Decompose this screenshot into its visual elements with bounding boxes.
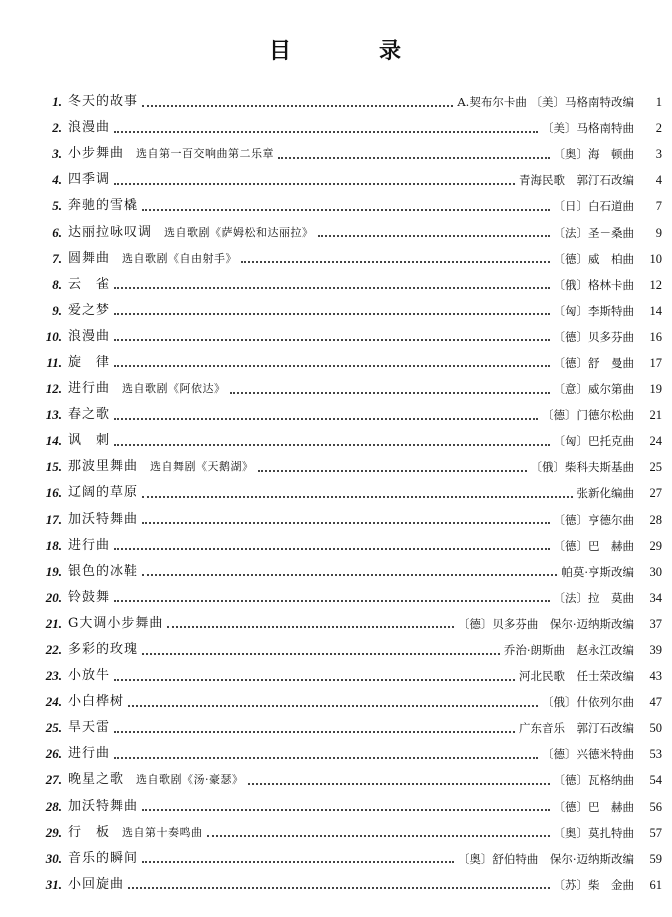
entry-title: 旱天雷 <box>68 720 111 736</box>
toc-entry[interactable] <box>34 402 662 428</box>
entry-title: 四季调 <box>68 172 111 188</box>
entry-page-number: 25 <box>649 460 662 475</box>
page-title <box>0 34 672 65</box>
toc-entry[interactable] <box>34 637 662 663</box>
entry-page-number: 16 <box>649 329 662 344</box>
entry-composer: 〔意〕威尔第曲 <box>553 382 634 397</box>
entry-number: 19. <box>45 563 62 579</box>
dot-leader <box>142 808 549 811</box>
entry-page-number: 37 <box>649 616 662 631</box>
entry-title: 冬天的故事 <box>68 94 139 110</box>
toc-entry[interactable] <box>34 611 662 637</box>
entry-subtitle: 选自歌剧《阿依达》 <box>122 382 226 396</box>
entry-title: 加沃特舞曲 <box>68 798 139 814</box>
entry-number: 22. <box>45 642 62 658</box>
entry-title: 浪漫曲 <box>68 328 111 344</box>
entry-number: 14. <box>45 433 62 449</box>
entry-title: 奔驰的雪橇 <box>68 198 139 214</box>
entry-title: 进行曲 <box>68 381 111 397</box>
entry-title: 银色的冰鞋 <box>68 563 139 579</box>
entry-composer: 〔日〕白石道曲 <box>553 199 634 214</box>
dot-leader <box>114 678 515 681</box>
entry-number: 10. <box>45 328 62 344</box>
entry-composer: 〔德〕贝多芬曲 保尔·迈纳斯改编 <box>457 616 634 631</box>
entry-composer: 〔俄〕柴科夫斯基曲 <box>530 460 634 475</box>
entry-composer: 〔法〕拉 莫曲 <box>553 590 634 605</box>
entry-page-number: 17 <box>649 355 662 370</box>
toc-entry[interactable] <box>34 246 662 272</box>
entry-title: 辽阔的草原 <box>68 485 139 501</box>
entry-number: 17. <box>45 511 62 527</box>
toc-entry[interactable] <box>34 846 662 872</box>
toc-entry[interactable] <box>34 350 662 376</box>
entry-composer: 〔奥〕海 顿曲 <box>553 147 634 162</box>
entry-title: 多彩的玫瑰 <box>68 642 139 658</box>
toc-entry[interactable] <box>34 454 662 480</box>
dot-leader <box>142 860 454 863</box>
dot-leader <box>114 286 549 289</box>
entry-number: 18. <box>45 537 62 553</box>
entry-title: 加沃特舞曲 <box>68 511 139 527</box>
entry-composer: 〔苏〕柴 金曲 <box>553 877 634 892</box>
toc-entry[interactable] <box>34 533 662 559</box>
dot-leader <box>230 391 550 394</box>
dot-leader <box>207 834 550 837</box>
entry-page-number: 2 <box>655 121 662 136</box>
entry-composer: 〔德〕亨德尔曲 <box>553 512 634 527</box>
entry-page-number: 53 <box>649 747 662 762</box>
toc-entry[interactable] <box>34 141 662 167</box>
entry-composer: 〔德〕兴德米特曲 <box>542 747 634 762</box>
entry-composer: 〔德〕威 柏曲 <box>553 251 634 266</box>
entry-page-number: 28 <box>649 512 662 527</box>
entry-title: 旋 律 <box>68 354 111 370</box>
entry-page-number: 24 <box>649 434 662 449</box>
entry-title: 小步舞曲 <box>68 146 125 162</box>
entry-number: 9. <box>52 302 62 318</box>
entry-number: 20. <box>45 589 62 605</box>
toc-entry[interactable] <box>34 376 662 402</box>
entry-page-number: 3 <box>655 147 662 162</box>
entry-page-number: 43 <box>649 669 662 684</box>
entry-number: 29. <box>45 824 62 840</box>
entry-composer: 〔俄〕格林卡曲 <box>553 277 634 292</box>
entry-number: 8. <box>52 276 62 292</box>
entry-number: 27. <box>45 772 62 788</box>
toc-entry[interactable] <box>34 272 662 298</box>
entry-title: 行 板 <box>68 824 111 840</box>
dot-leader <box>114 730 515 733</box>
entry-number: 7. <box>52 250 62 266</box>
toc-entry[interactable] <box>34 115 662 141</box>
entry-page-number: 47 <box>649 695 662 710</box>
dot-leader <box>248 782 550 785</box>
entry-page-number: 1 <box>655 95 662 110</box>
dot-leader <box>142 573 557 576</box>
entry-page-number: 27 <box>649 486 662 501</box>
entry-title: 讽 刺 <box>68 433 111 449</box>
entry-page-number: 10 <box>649 251 662 266</box>
dot-leader <box>167 625 453 628</box>
dot-leader <box>278 156 549 159</box>
entry-title: 那波里舞曲 <box>68 459 139 475</box>
toc-entry[interactable] <box>34 689 662 715</box>
dot-leader <box>114 364 549 367</box>
dot-leader <box>318 234 550 237</box>
entry-title: 晚星之歌 <box>68 772 125 788</box>
entry-composer: 〔匈〕李斯特曲 <box>553 303 634 318</box>
dot-leader <box>258 469 527 472</box>
entry-title: G大调小步舞曲 <box>68 615 164 631</box>
entry-number: 13. <box>45 407 62 423</box>
entry-number: 11. <box>46 354 62 370</box>
entry-page-number: 54 <box>649 773 662 788</box>
dot-leader <box>114 417 538 420</box>
dot-leader <box>142 208 549 211</box>
dot-leader <box>142 652 500 655</box>
entry-composer: 〔德〕贝多芬曲 <box>553 329 634 344</box>
title-char-1: 目 <box>268 38 293 64</box>
entry-subtitle: 选自歌剧《自由射手》 <box>122 251 238 265</box>
entry-page-number: 21 <box>649 408 662 423</box>
dot-leader <box>114 338 549 341</box>
toc-entry[interactable] <box>34 767 662 793</box>
dot-leader <box>128 704 538 707</box>
entry-number: 24. <box>45 694 62 710</box>
entry-composer: 张新化编曲 <box>576 486 634 501</box>
entry-number: 12. <box>45 381 62 397</box>
toc-entry[interactable] <box>34 193 662 219</box>
entry-title: 浪漫曲 <box>68 120 111 136</box>
toc-entry[interactable] <box>34 167 662 193</box>
dot-leader <box>142 104 453 107</box>
entry-number: 5. <box>52 198 62 214</box>
entry-title: 春之歌 <box>68 407 111 423</box>
entry-composer: 青海民歌 郭汀石改编 <box>519 173 634 188</box>
toc-entry[interactable] <box>34 820 662 846</box>
entry-number: 25. <box>45 720 62 736</box>
title-char-2: 录 <box>379 38 404 64</box>
entry-page-number: 30 <box>649 564 662 579</box>
entry-page-number: 4 <box>655 173 662 188</box>
entry-number: 16. <box>45 485 62 501</box>
entry-title: 进行曲 <box>68 537 111 553</box>
entry-page-number: 7 <box>655 199 662 214</box>
entry-composer: 乔治·朗斯曲 赵永江改编 <box>503 643 634 658</box>
entry-composer: 〔德〕门德尔松曲 <box>542 408 634 423</box>
entry-composer: 〔法〕圣－桑曲 <box>553 225 634 240</box>
entry-page-number: 57 <box>649 825 662 840</box>
entry-page-number: 59 <box>649 851 662 866</box>
entry-page-number: 39 <box>649 643 662 658</box>
entry-title: 达丽拉咏叹调 <box>68 224 153 240</box>
entry-composer: 〔奥〕莫扎特曲 <box>553 825 634 840</box>
dot-leader <box>142 521 549 524</box>
entry-title: 爱之梦 <box>68 302 111 318</box>
entry-page-number: 56 <box>649 799 662 814</box>
entry-title: 音乐的瞬间 <box>68 850 139 866</box>
toc-entry[interactable] <box>34 741 662 767</box>
entry-page-number: 50 <box>649 721 662 736</box>
dot-leader <box>114 182 515 185</box>
entry-composer: 〔德〕巴 赫曲 <box>553 538 634 553</box>
entry-page-number: 19 <box>649 382 662 397</box>
entry-title: 小回旋曲 <box>68 876 125 892</box>
dot-leader <box>114 547 549 550</box>
toc-entry[interactable] <box>34 559 662 585</box>
toc-entry[interactable] <box>34 89 662 115</box>
toc-entry[interactable] <box>34 480 662 506</box>
entry-composer: 广东音乐 郭汀石改编 <box>519 721 634 736</box>
entry-page-number: 61 <box>649 877 662 892</box>
entry-number: 2. <box>52 120 62 136</box>
entry-title: 小白桦树 <box>68 694 125 710</box>
entry-number: 4. <box>52 172 62 188</box>
entry-composer: 〔德〕瓦格纳曲 <box>553 773 634 788</box>
entry-composer: 〔俄〕什依列尔曲 <box>542 695 634 710</box>
entry-composer: 〔德〕巴 赫曲 <box>553 799 634 814</box>
entry-number: 6. <box>52 224 62 240</box>
entry-composer: 〔匈〕巴托克曲 <box>553 434 634 449</box>
dot-leader <box>128 886 549 889</box>
toc-entry[interactable] <box>34 663 662 689</box>
entry-composer: 河北民歌 任士荣改编 <box>519 669 634 684</box>
dot-leader <box>241 260 549 263</box>
entry-number: 26. <box>45 746 62 762</box>
entry-number: 21. <box>45 615 62 631</box>
toc-entry[interactable] <box>34 507 662 533</box>
dot-leader <box>114 312 549 315</box>
entry-number: 23. <box>45 668 62 684</box>
toc-entry[interactable] <box>34 715 662 741</box>
entry-composer: A.契布尔卡曲 〔美〕马格南特改编 <box>457 95 634 110</box>
entry-subtitle: 选自第一百交响曲第二乐章 <box>136 147 275 161</box>
entry-number: 15. <box>45 459 62 475</box>
entry-page-number: 9 <box>655 225 662 240</box>
toc-entry[interactable] <box>34 794 662 820</box>
entry-composer: 帕莫·亨斯改编 <box>561 564 634 579</box>
entry-page-number: 12 <box>649 277 662 292</box>
entry-page-number: 29 <box>649 538 662 553</box>
entry-composer: 〔奥〕舒伯特曲 保尔·迈纳斯改编 <box>457 851 634 866</box>
entry-title: 铃鼓舞 <box>68 589 111 605</box>
toc-entry[interactable] <box>34 428 662 454</box>
dot-leader <box>114 130 538 133</box>
entry-page-number: 34 <box>649 590 662 605</box>
entry-subtitle: 选自歌剧《萨姆松和达丽拉》 <box>164 225 314 239</box>
dot-leader <box>114 599 549 602</box>
toc-list <box>34 89 662 898</box>
toc-entry[interactable] <box>34 324 662 350</box>
entry-number: 28. <box>45 798 62 814</box>
dot-leader <box>142 495 572 498</box>
entry-number: 1. <box>52 94 62 110</box>
entry-number: 31. <box>45 876 62 892</box>
entry-subtitle: 选自舞剧《天鹅湖》 <box>150 460 254 474</box>
entry-number: 30. <box>45 850 62 866</box>
toc-entry[interactable] <box>34 585 662 611</box>
entry-composer: 〔美〕马格南特曲 <box>542 121 634 136</box>
dot-leader <box>114 756 538 759</box>
toc-entry[interactable] <box>34 219 662 245</box>
entry-number: 3. <box>52 146 62 162</box>
entry-page-number: 14 <box>649 303 662 318</box>
entry-title: 圆舞曲 <box>68 250 111 266</box>
entry-subtitle: 选自第十奏鸣曲 <box>122 825 203 839</box>
entry-title: 小放牛 <box>68 668 111 684</box>
entry-title: 进行曲 <box>68 746 111 762</box>
entry-title: 云 雀 <box>68 276 111 292</box>
entry-subtitle: 选自歌剧《汤·豪瑟》 <box>136 773 244 787</box>
toc-entry[interactable] <box>34 872 662 898</box>
dot-leader <box>114 443 549 446</box>
entry-composer: 〔德〕舒 曼曲 <box>553 355 634 370</box>
toc-entry[interactable] <box>34 298 662 324</box>
